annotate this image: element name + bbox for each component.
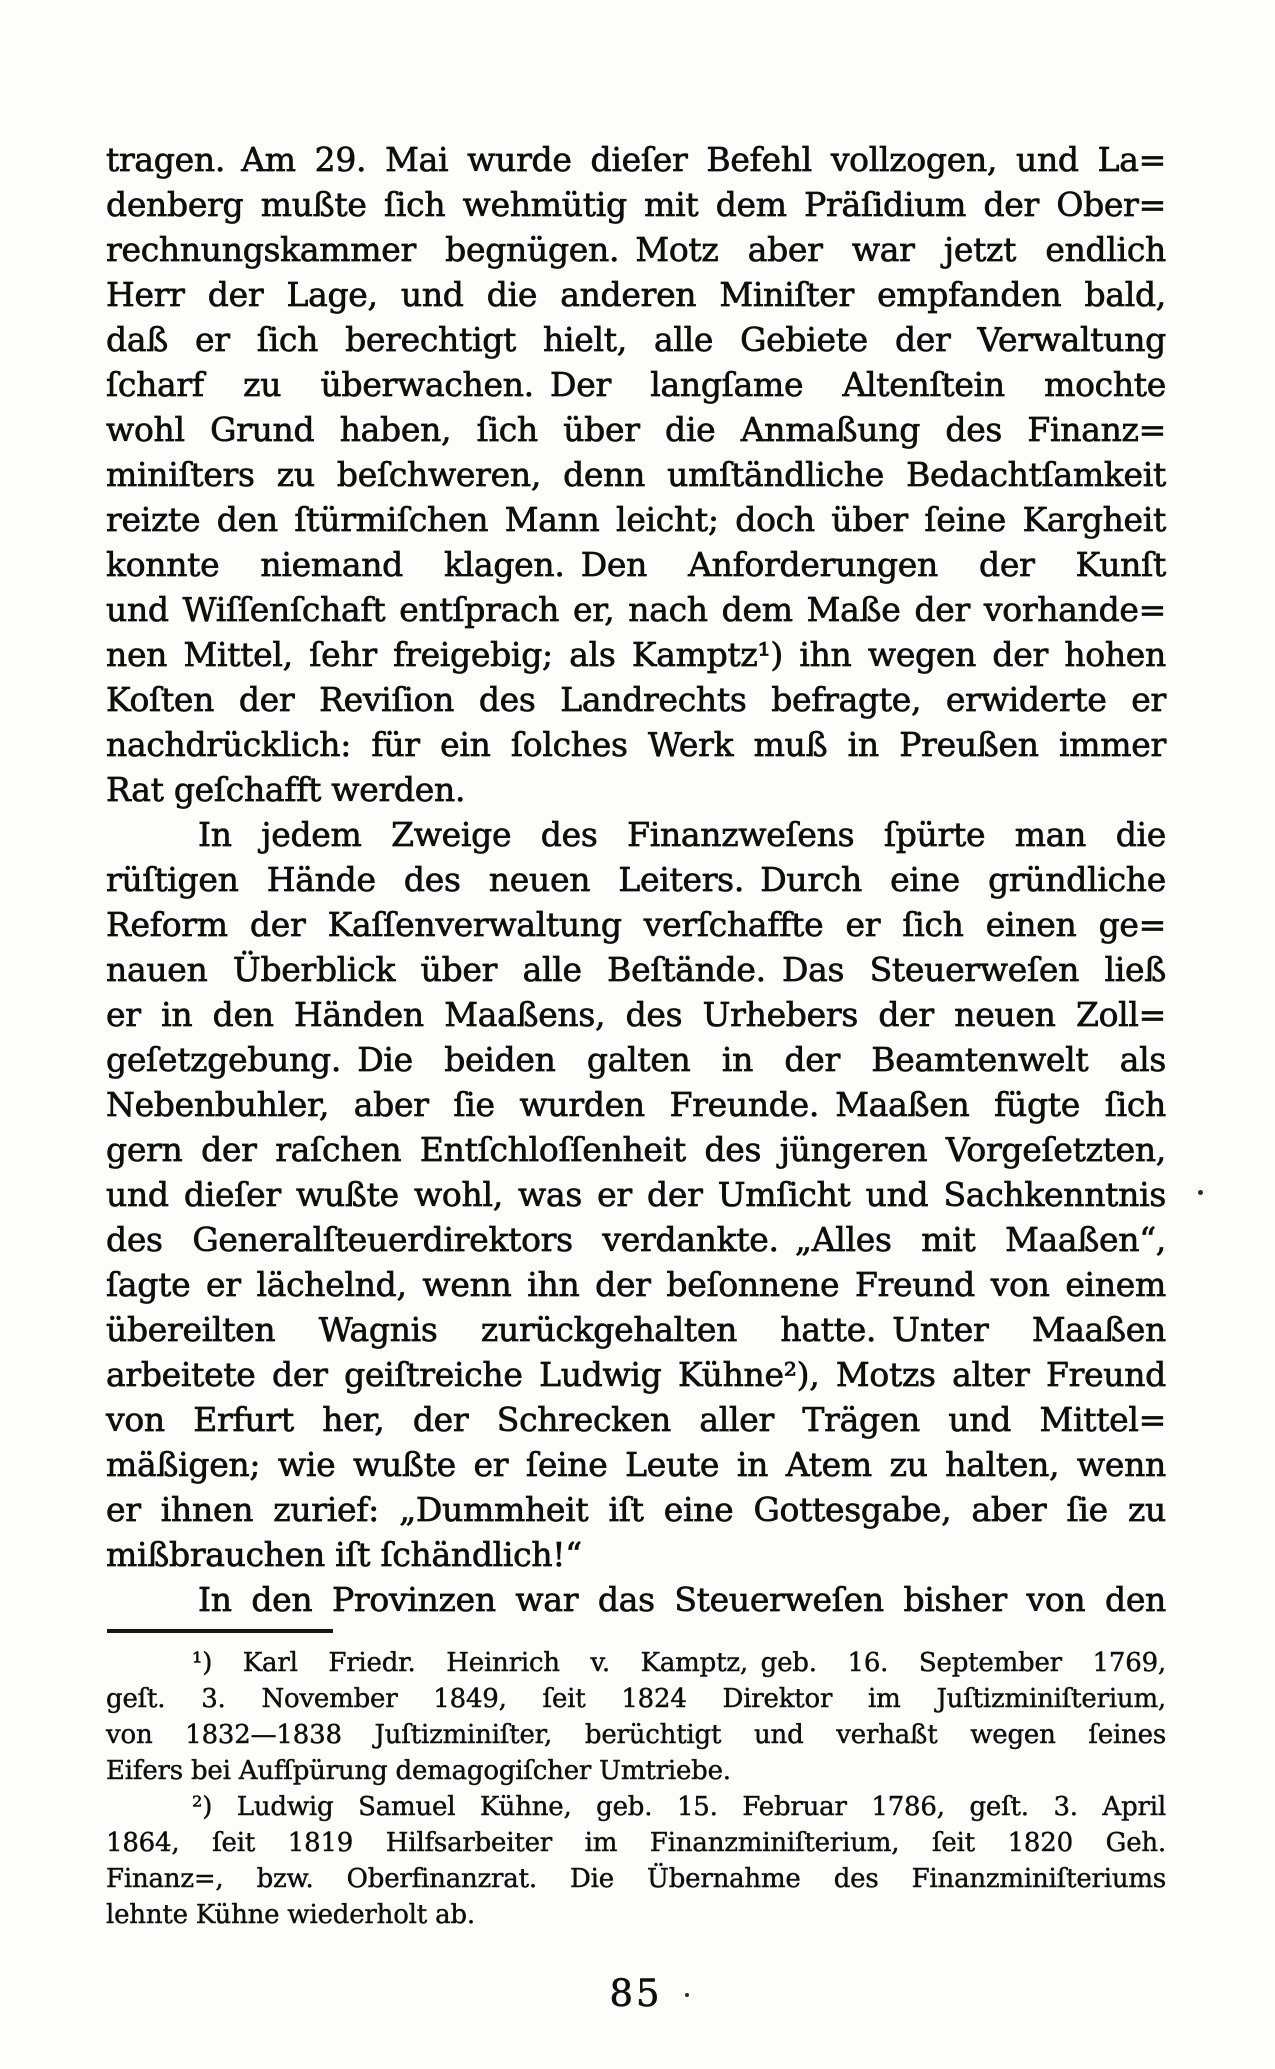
text-line: lehnte Kühne wiederholt ab. (106, 1900, 475, 1930)
text-line: ¹) Karl Friedr. Heinrich v. Kamptz, geb. 16. September 1769, (192, 1648, 1166, 1678)
text-line: gern der raſchen Entſchloſſenheit des jüngeren Vorgeſetzten, (106, 1130, 1166, 1169)
text-line: Nebenbuhler, aber ſie wurden Freunde. Maaßen fügte ſich (106, 1085, 1166, 1124)
text-line: geſt. 3. November 1849, ſeit 1824 Direktor im Juſtizminiſterium, (106, 1684, 1166, 1714)
text-line: und Wiſſenſchaft entſprach er, nach dem Maße der vorhande= (106, 590, 1166, 629)
text-line: nen Mittel, ſehr freigebig; als Kamptz¹) ihn wegen der hohen (106, 635, 1166, 674)
text-line: nauen Überblick über alle Beſtände. Das Steuerweſen ließ (106, 950, 1166, 989)
text-line: In jedem Zweige des Finanzweſens ſpürte man die (198, 815, 1166, 854)
text-line: Finanz=, bzw. Oberfinanzrat. Die Übernahme des Finanzminiſteriums (106, 1864, 1166, 1894)
text-line: ²) Ludwig Samuel Kühne, geb. 15. Februar 1786, geſt. 3. April (192, 1792, 1166, 1822)
footnotes-block (106, 1645, 1166, 1933)
text-line: denberg mußte ſich wehmütig mit dem Präſidium der Ober= (106, 185, 1166, 224)
text-line: wohl Grund haben, ſich über die Anmaßung des Finanz= (106, 410, 1166, 449)
text-line: ſagte er lächelnd, wenn ihn der beſonnene Freund von einem (106, 1265, 1166, 1304)
text-line: mäßigen; wie wußte er ſeine Leute in Atem zu halten, wenn (106, 1445, 1166, 1484)
text-line: von 1832—1838 Juſtizminiſter, berüchtigt und verhaßt wegen ſeines (106, 1720, 1166, 1750)
stray-ink-mark (685, 1993, 689, 1997)
text-line: rechnungskammer begnügen. Motz aber war jetzt endlich (106, 230, 1166, 269)
text-line: Eifers bei Aufſpürung demagogiſcher Umtriebe. (106, 1756, 731, 1786)
page-number: 85 (609, 1972, 663, 2015)
text-line: 1864, ſeit 1819 Hilfsarbeiter im Finanzminiſterium, ſeit 1820 Geh. (106, 1828, 1166, 1858)
text-line: nachdrücklich: für ein ſolches Werk muß in Preußen immer (106, 725, 1166, 764)
text-line: er ihnen zurief: „Dummheit iſt eine Gottesgabe, aber ſie zu (106, 1490, 1166, 1529)
text-line: Reform der Kaſſenverwaltung verſchaffte er ſich einen ge= (106, 905, 1166, 944)
text-line: Rat geſchafft werden. (106, 770, 466, 809)
text-line: miniſters zu beſchweren, denn umſtändliche Bedachtſamkeit (106, 455, 1166, 494)
text-line: Koſten der Reviſion des Landrechts befragte, erwiderte er (106, 680, 1166, 719)
text-line: geſetzgebung. Die beiden galten in der Beamtenwelt als (106, 1040, 1166, 1079)
text-line: des Generalſteuerdirektors verdankte. „Alles mit Maaßen“, (106, 1220, 1166, 1259)
text-line: tragen. Am 29. Mai wurde dieſer Befehl vollzogen, und La= (106, 140, 1166, 179)
text-line: konnte niemand klagen. Den Anforderungen der Kunſt (106, 545, 1166, 584)
text-line: In den Provinzen war das Steuerweſen bisher von den (198, 1580, 1166, 1619)
text-line: von Erfurt her, der Schrecken aller Trägen und Mittel= (106, 1400, 1166, 1439)
text-line: er in den Händen Maaßens, des Urhebers der neuen Zoll= (106, 995, 1166, 1034)
text-line: reizte den ſtürmiſchen Mann leicht; doch über ſeine Kargheit (106, 500, 1166, 539)
text-line: übereilten Wagnis zurückgehalten hatte. Unter Maaßen (106, 1310, 1166, 1349)
text-line: rüſtigen Hände des neuen Leiters. Durch eine gründliche (106, 860, 1166, 899)
text-line: und dieſer wußte wohl, was er der Umſicht und Sachkenntnis (106, 1175, 1166, 1214)
footnote-separator (107, 1629, 333, 1633)
text-line: Herr der Lage, und die anderen Miniſter empfanden bald, (106, 275, 1166, 314)
main-text-block (106, 137, 1166, 1622)
stray-ink-mark (1198, 1190, 1203, 1195)
text-line: mißbrauchen iſt ſchändlich!“ (106, 1535, 582, 1574)
text-line: ſcharf zu überwachen. Der langſame Altenſtein mochte (106, 365, 1166, 404)
text-line: daß er ſich berechtigt hielt, alle Gebiete der Verwaltung (106, 320, 1166, 359)
text-line: arbeitete der geiſtreiche Ludwig Kühne²), Motzs alter Freund (106, 1355, 1166, 1394)
